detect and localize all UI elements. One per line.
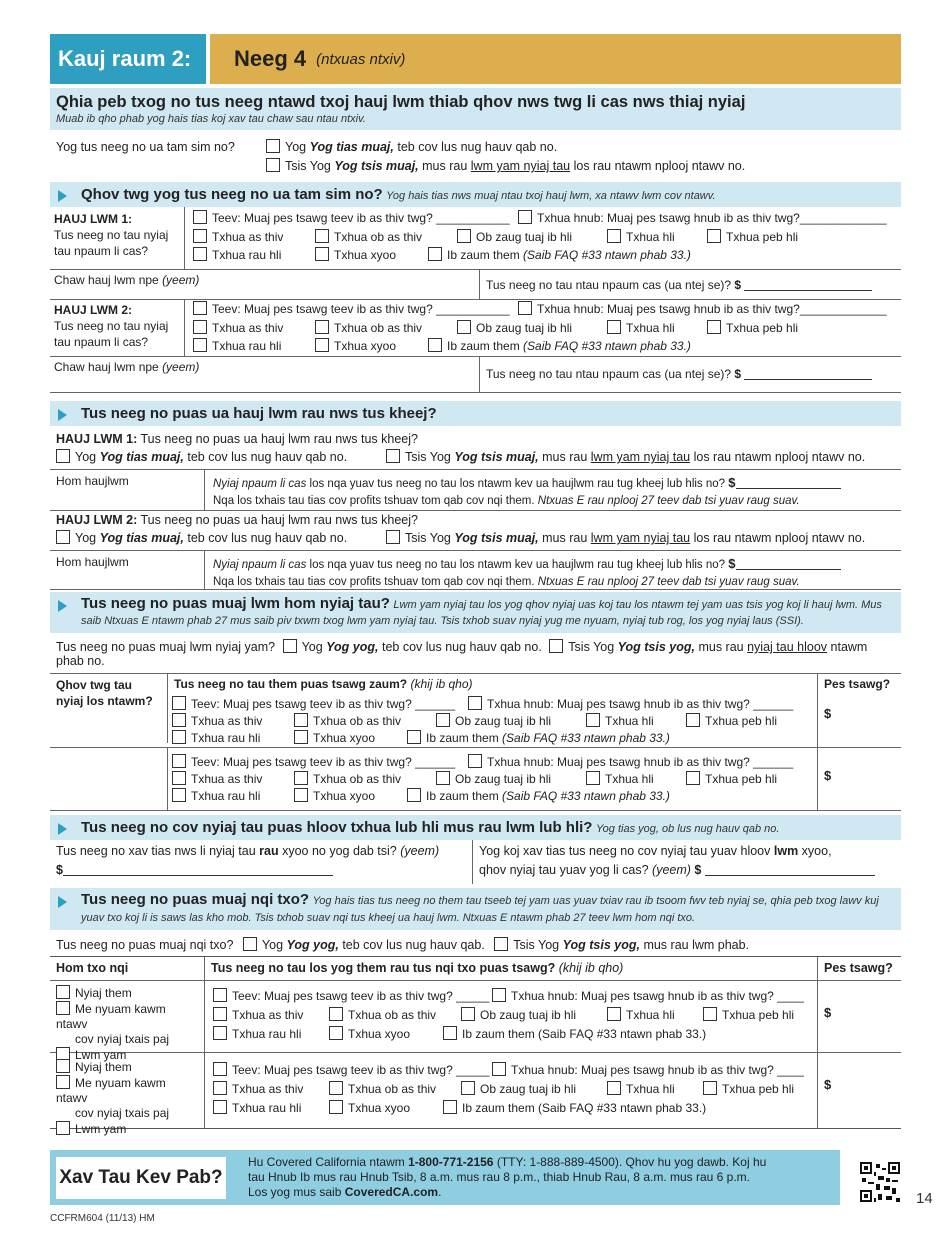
job2-o5-checkbox[interactable] xyxy=(707,320,721,334)
section-self-employed: Tus neeg no puas ua hauj lwm rau nws tus kheej? xyxy=(50,401,901,426)
other-no-checkbox[interactable] xyxy=(549,639,563,653)
d1-weekly-checkbox[interactable] xyxy=(213,988,227,1002)
other-income-table: Qhov twg tau nyiaj los ntawm? Tus neeg no tau them puas tsawg zaum? (khij ib qho) Teev: Muaj pes tsawg teev ib as thiv twg? ______ Txhua hnub: Muaj pes tsawg hnub ib as thiv twg? ______ Txhua as thiv Txhua ob as thiv Ob zaug tuaj ib hli Txhua hli Txhua peb hli Txhua rau hli Txhua xyoo Ib zaum them (Saib FAQ #33 ntawn phab 33.) Pes tsawg? $ Teev: Muaj pes tsawg teev ib as thiv twg? ______ Txhua hnub: Muaj pes tsawg hnub ib as thiv twg? ______ Txhua as thiv Txhua ob as thiv Ob zaug tuaj ib hli Txhua hli Txhua peb hli Txhua rau hli Txhua xyoo Ib zaum them (Saib FAQ #33 ntawn phab 33.) $ xyxy=(50,673,901,811)
self1-no-checkbox[interactable] xyxy=(386,449,400,463)
section-arrow-icon xyxy=(58,823,67,835)
person-header xyxy=(210,34,901,84)
job-1-pay[interactable]: Tus neeg no tau ntau npaum cas (ua ntej se)? $ xyxy=(480,270,878,300)
oth1-amount[interactable]: $ xyxy=(824,706,832,721)
section-deductions: Tus neeg no puas muaj nqi txo? Yog hais tias tus neeg no them tau tseeb tej yam uas yuav txiav rau ib tsoom fwv teb nyiaj se, qhia peb txog lawv kuj yuav txo koj li is saws las kho mob. Tsis txhob suav nqi tus kheej ua hauj lwm. Ntxuas E ntawm phab 27 teev lwm hom nqi txo. xyxy=(50,888,901,930)
self-1-type[interactable]: Hom haujlwm xyxy=(50,470,205,510)
form-code: CCFRM604 (11/13) HM xyxy=(50,1213,155,1224)
d2-o3-checkbox[interactable] xyxy=(461,1081,475,1095)
deduct-no-checkbox[interactable] xyxy=(494,937,508,951)
self1-yes-checkbox[interactable] xyxy=(56,449,70,463)
deduction-table: Hom txo nqi Tus neeg no tau los yog them rau tus nqi txo puas tsawg? (khij ib qho) Pes tsawg? Nyiaj them Me nyuam kawm ntawv cov nyiaj txais paj Lwm yam Teev: Muaj pes tsawg teev ib as thiv twg? _____ Txhua hnub: Muaj pes tsawg hnub ib as thiv twg? ____ Txhua as thiv Txhua ob as thiv Ob zaug tuaj ib hli Txhua hli Txhua peb hli Txhua rau hli Txhua xyoo Ib zaum them (Saib FAQ #33 ntawn phab 33.) $ Nyiaj them Me nyuam kawm ntawv cov nyiaj txais paj Lwm yam Teev: Muaj pes tsawg teev ib as thiv twg? _____ Txhua hnub: Muaj pes tsawg hnub ib as thiv twg? ____ Txhua as thiv Txhua ob as thiv Ob zaug tuaj ib hli Txhua hli Txhua peb hli Txhua rau hli Txhua xyoo Ib zaum them (Saib FAQ #33 ntawn phab 33.) $ xyxy=(50,956,901,1129)
d1-amount[interactable]: $ xyxy=(817,981,901,1052)
d2-type-student-checkbox[interactable] xyxy=(56,1075,70,1089)
oth2-source[interactable] xyxy=(50,748,168,810)
job-2-label: HAUJ LWM 2: xyxy=(54,303,132,317)
section-other-income: Tus neeg no puas muaj lwm hom nyiaj tau? Lwm yam nyiaj tau los yog qhov nyiaj uas koj tau los ntawm tej yam uas tsis yog koj li hauj lwm. Mus saib Ntxuas E ntawm phab 27 mus saib piv txwm txog lwm yam nyiaj tau. Tsis txhob suav nyiaj yug me nyuam, nyiaj tub rog, los yog nyiaj laus (SSI). xyxy=(50,592,901,633)
oth1-o7-checkbox[interactable] xyxy=(294,730,308,744)
oth2-weekly-checkbox[interactable] xyxy=(172,754,186,768)
help-title: Xav Tau Kev Pab? xyxy=(56,1157,226,1199)
d1-o4-checkbox[interactable] xyxy=(607,1007,621,1021)
form-page xyxy=(50,34,901,1136)
oth1-o6-checkbox[interactable] xyxy=(172,730,186,744)
qr-code-icon xyxy=(860,1162,900,1202)
employed-question: Yog tus neeg no ua tam sim no? Yog Yog tias muaj, teb cov lus nug hauv qab no. Tsis Yog Yog tsis muaj, mus rau lwm yam nyiaj tau los rau ntawm nplooj ntawv no. xyxy=(56,140,746,173)
d2-o5-checkbox[interactable] xyxy=(703,1081,717,1095)
job1-o2-checkbox[interactable] xyxy=(315,229,329,243)
job1-o6-checkbox[interactable] xyxy=(193,247,207,261)
oth2-daily-checkbox[interactable] xyxy=(468,754,482,768)
job-2-block: HAUJ LWM 2: Tus neeg no tau nyiaj tau npaum li cas? Teev: Muaj pes tsawg teev ib as thiv twg? ___________ Txhua hnub: Muaj pes tsawg hnub ib as thiv twg?_____________ Txhua as thiv Txhua ob as thiv Ob zaug tuaj ib hli Txhua hli Txhua peb hli Txhua rau hli Txhua xyoo Ib zaum them (Saib FAQ #33 ntawn phab 33.) Chaw hauj lwm npe (yeem) Tus neeg no tau ntau npaum cas (ua ntej se)? $ xyxy=(50,300,901,393)
d1-o2-checkbox[interactable] xyxy=(329,1007,343,1021)
d2-amount[interactable]: $ xyxy=(817,1053,901,1128)
help-text: Hu Covered California ntawm 1-800-771-2156 (TTY: 1-888-889-4500). Qhov hu yog dawb. Koj hu tau Hnub Ib mus rau Hnub Tsib, 8 a.m. mus rau 8 p.m., thiab Hnub Rau, 8 a.m. mus rau 6 p.m. Los yog mus saib CoveredCA.com. xyxy=(248,1155,767,1199)
self-job-2: HAUJ LWM 2: Tus neeg no puas ua hauj lwm rau nws tus kheej? Yog Yog tias muaj, teb cov lus nug hauv qab no. Tsis Yog Yog tsis muaj, mus rau lwm yam nyiaj tau los rau ntawm nplooj ntawv no. xyxy=(56,513,866,545)
section-arrow-icon xyxy=(58,600,67,612)
d1-o6-checkbox[interactable] xyxy=(213,1026,227,1040)
employed-no-checkbox[interactable] xyxy=(266,158,280,172)
self2-yes-checkbox[interactable] xyxy=(56,530,70,544)
job-2-question: Tus neeg no tau nyiaj tau npaum li cas? xyxy=(54,319,169,349)
self2-no-checkbox[interactable] xyxy=(386,530,400,544)
d2-o7-checkbox[interactable] xyxy=(329,1100,343,1114)
main-heading xyxy=(50,88,901,130)
oth1-o3-checkbox[interactable] xyxy=(436,713,450,727)
section-arrow-icon xyxy=(58,896,67,908)
job2-o8-checkbox[interactable] xyxy=(428,338,442,352)
d2-o8-checkbox[interactable] xyxy=(443,1100,457,1114)
job-1-employer[interactable]: Chaw hauj lwm npe (yeem) xyxy=(50,270,480,299)
oth2-o6-checkbox[interactable] xyxy=(172,788,186,802)
income-this-year[interactable]: Tus neeg no xav tias nws li nyiaj tau rau xyoo no yog dab tsi? (yeem) $ xyxy=(50,840,473,884)
section-income-change: Tus neeg no cov nyiaj tau puas hloov txhua lub hli mus rau lwm lub hli? Yog tias yog, ob lus nug hauv qab no. xyxy=(50,815,901,840)
d1-daily-checkbox[interactable] xyxy=(492,988,506,1002)
d1-o1-checkbox[interactable] xyxy=(213,1007,227,1021)
job-1-label: HAUJ LWM 1: xyxy=(54,212,132,226)
job-1-question: Tus neeg no tau nyiaj tau npaum li cas? xyxy=(54,228,169,258)
job2-o2-checkbox[interactable] xyxy=(315,320,329,334)
d1-type-alimony-checkbox[interactable] xyxy=(56,985,70,999)
income-change-row xyxy=(50,840,901,884)
d2-type-alimony-checkbox[interactable] xyxy=(56,1059,70,1073)
deduct-col-type: Hom txo nqi xyxy=(50,957,205,980)
d1-o5-checkbox[interactable] xyxy=(703,1007,717,1021)
job-2-pay[interactable]: Tus neeg no tau ntau npaum cas (ua ntej se)? $ xyxy=(480,357,878,391)
page-number: 14 xyxy=(916,1190,933,1207)
oth2-o8-checkbox[interactable] xyxy=(407,788,421,802)
col-amount-header: Pes tsawg? xyxy=(824,677,891,691)
d2-o4-checkbox[interactable] xyxy=(607,1081,621,1095)
job2-daily-checkbox[interactable] xyxy=(518,301,532,315)
employed-q-text: Yog tus neeg no ua tam sim no? xyxy=(56,140,235,154)
oth2-amount[interactable]: $ xyxy=(824,768,832,783)
job1-weekly-checkbox[interactable] xyxy=(193,210,207,224)
oth2-o1-checkbox[interactable] xyxy=(172,771,186,785)
job2-o3-checkbox[interactable] xyxy=(457,320,471,334)
job2-o6-checkbox[interactable] xyxy=(193,338,207,352)
job2-weekly-checkbox[interactable] xyxy=(193,301,207,315)
oth2-o5-checkbox[interactable] xyxy=(686,771,700,785)
employed-yes-checkbox[interactable] xyxy=(266,139,280,153)
job1-o8-checkbox[interactable] xyxy=(428,247,442,261)
oth1-o8-checkbox[interactable] xyxy=(407,730,421,744)
d2-o6-checkbox[interactable] xyxy=(213,1100,227,1114)
d2-o2-checkbox[interactable] xyxy=(329,1081,343,1095)
income-next-year[interactable]: Yog koj xav tias tus neeg no cov nyiaj tau yuav hloov lwm xyoo, qhov nyiaj tau yuav yog li cas? (yeem) $ xyxy=(473,840,881,882)
oth1-o5-checkbox[interactable] xyxy=(686,713,700,727)
main-subtitle: Muab ib qho phab yog hais tias koj xav tau chaw sau ntau ntxiv. xyxy=(56,113,366,125)
deduction-question: Tus neeg no puas muaj nqi txo? Yog Yog yog, teb cov lus nug hauv qab. Tsis Yog Yog tsis yog, mus rau lwm phab. xyxy=(56,938,750,952)
step-header xyxy=(50,34,901,84)
d1-o8-checkbox[interactable] xyxy=(443,1026,457,1040)
d2-weekly-checkbox[interactable] xyxy=(213,1062,227,1076)
d2-daily-checkbox[interactable] xyxy=(492,1062,506,1076)
help-banner xyxy=(50,1150,840,1205)
self-job-1: HAUJ LWM 1: Tus neeg no puas ua hauj lwm rau nws tus kheej? Yog Yog tias muaj, teb cov lus nug hauv qab no. Tsis Yog Yog tsis muaj, mus rau lwm yam nyiaj tau los rau ntawm nplooj ntawv no. xyxy=(56,432,866,464)
d1-type-student-checkbox[interactable] xyxy=(56,1001,70,1015)
job-2-employer[interactable]: Chaw hauj lwm npe (yeem) xyxy=(50,357,480,392)
deduct-col-amount: Pes tsawg? xyxy=(817,957,901,980)
self-job-2-detail: Hom haujlwm Nyiaj npaum li cas los nqa yuav tus neeg no tau los ntawm kev ua haujlwm rau tug kheej lub hlis no? $ Nqa los txhais tau tias cov profits tshuav tom qab cov nqi them. Ntxuas E rau nplooj 27 teev dab tsi yuav raug suav. xyxy=(50,550,901,590)
job1-o4-checkbox[interactable] xyxy=(607,229,621,243)
person-subtitle: (ntxuas ntxiv) xyxy=(316,50,406,68)
self-job-1-detail: Hom haujlwm Nyiaj npaum li cas los nqa yuav tus neeg no tau los ntawm kev ua haujlwm rau tug kheej lub hlis no? $ Nqa los txhais tau tias cov profits tshuav tom qab cov nqi them. Ntxuas E rau nplooj 27 teev dab tsi yuav raug suav. xyxy=(50,469,901,511)
oth1-o4-checkbox[interactable] xyxy=(586,713,600,727)
job-1-block: HAUJ LWM 1: Tus neeg no tau nyiaj tau npaum li cas? Teev: Muaj pes tsawg teev ib as thiv twg? ___________ Txhua hnub: Muaj pes tsawg hnub ib as thiv twg?_____________ Txhua as thiv Txhua ob as thiv Ob zaug tuaj ib hli Txhua hli Txhua peb hli Txhua rau hli Txhua xyoo Ib zaum them (Saib FAQ #33 ntawn phab 33.) Chaw hauj lwm npe (yeem) Tus neeg no tau ntau npaum cas (ua ntej se)? $ xyxy=(50,207,901,300)
oth1-daily-checkbox[interactable] xyxy=(468,696,482,710)
job1-o1-checkbox[interactable] xyxy=(193,229,207,243)
section-arrow-icon xyxy=(58,190,67,202)
step-label: Kauj raum 2: xyxy=(50,34,206,84)
oth2-o4-checkbox[interactable] xyxy=(586,771,600,785)
oth2-o3-checkbox[interactable] xyxy=(436,771,450,785)
section-arrow-icon xyxy=(58,409,67,421)
oth2-o2-checkbox[interactable] xyxy=(294,771,308,785)
other-yes-checkbox[interactable] xyxy=(283,639,297,653)
other-income-question: Tus neeg no puas muaj lwm nyiaj yam? Yog Yog yog, teb cov lus nug hauv qab no. Tsis Yog Yog tsis yog, mus rau nyiaj tau hloov ntawm phab no. xyxy=(56,640,868,668)
job1-o7-checkbox[interactable] xyxy=(315,247,329,261)
d1-o3-checkbox[interactable] xyxy=(461,1007,475,1021)
job2-o4-checkbox[interactable] xyxy=(607,320,621,334)
d1-o7-checkbox[interactable] xyxy=(329,1026,343,1040)
help-website-link[interactable]: CoveredCA.com xyxy=(344,1185,439,1199)
oth1-o2-checkbox[interactable] xyxy=(294,713,308,727)
job2-o7-checkbox[interactable] xyxy=(315,338,329,352)
person-title: Neeg 4 xyxy=(234,46,307,71)
oth1-o1-checkbox[interactable] xyxy=(172,713,186,727)
help-phone[interactable]: 1-800-771-2156 xyxy=(408,1155,494,1169)
d2-o1-checkbox[interactable] xyxy=(213,1081,227,1095)
oth1-weekly-checkbox[interactable] xyxy=(172,696,186,710)
job2-o1-checkbox[interactable] xyxy=(193,320,207,334)
deduct-yes-checkbox[interactable] xyxy=(243,937,257,951)
job1-o3-checkbox[interactable] xyxy=(457,229,471,243)
job1-daily-checkbox[interactable] xyxy=(518,210,532,224)
job1-o5-checkbox[interactable] xyxy=(707,229,721,243)
self-2-type[interactable]: Hom haujlwm xyxy=(50,551,205,589)
d2-type-other-checkbox[interactable] xyxy=(56,1121,70,1135)
col-source-header: Qhov twg tau nyiaj los ntawm? xyxy=(50,674,168,743)
section-current-job: Qhov twg yog tus neeg no ua tam sim no? Yog hais tias nws muaj ntau txoj hauj lwm, xa ntawv lwm cov ntawv. xyxy=(50,182,901,207)
oth2-o7-checkbox[interactable] xyxy=(294,788,308,802)
main-title: Qhia peb txog no tus neeg ntawd txoj hauj lwm thiab qhov nws twg li cas nws thiaj nyiaj xyxy=(56,93,746,111)
